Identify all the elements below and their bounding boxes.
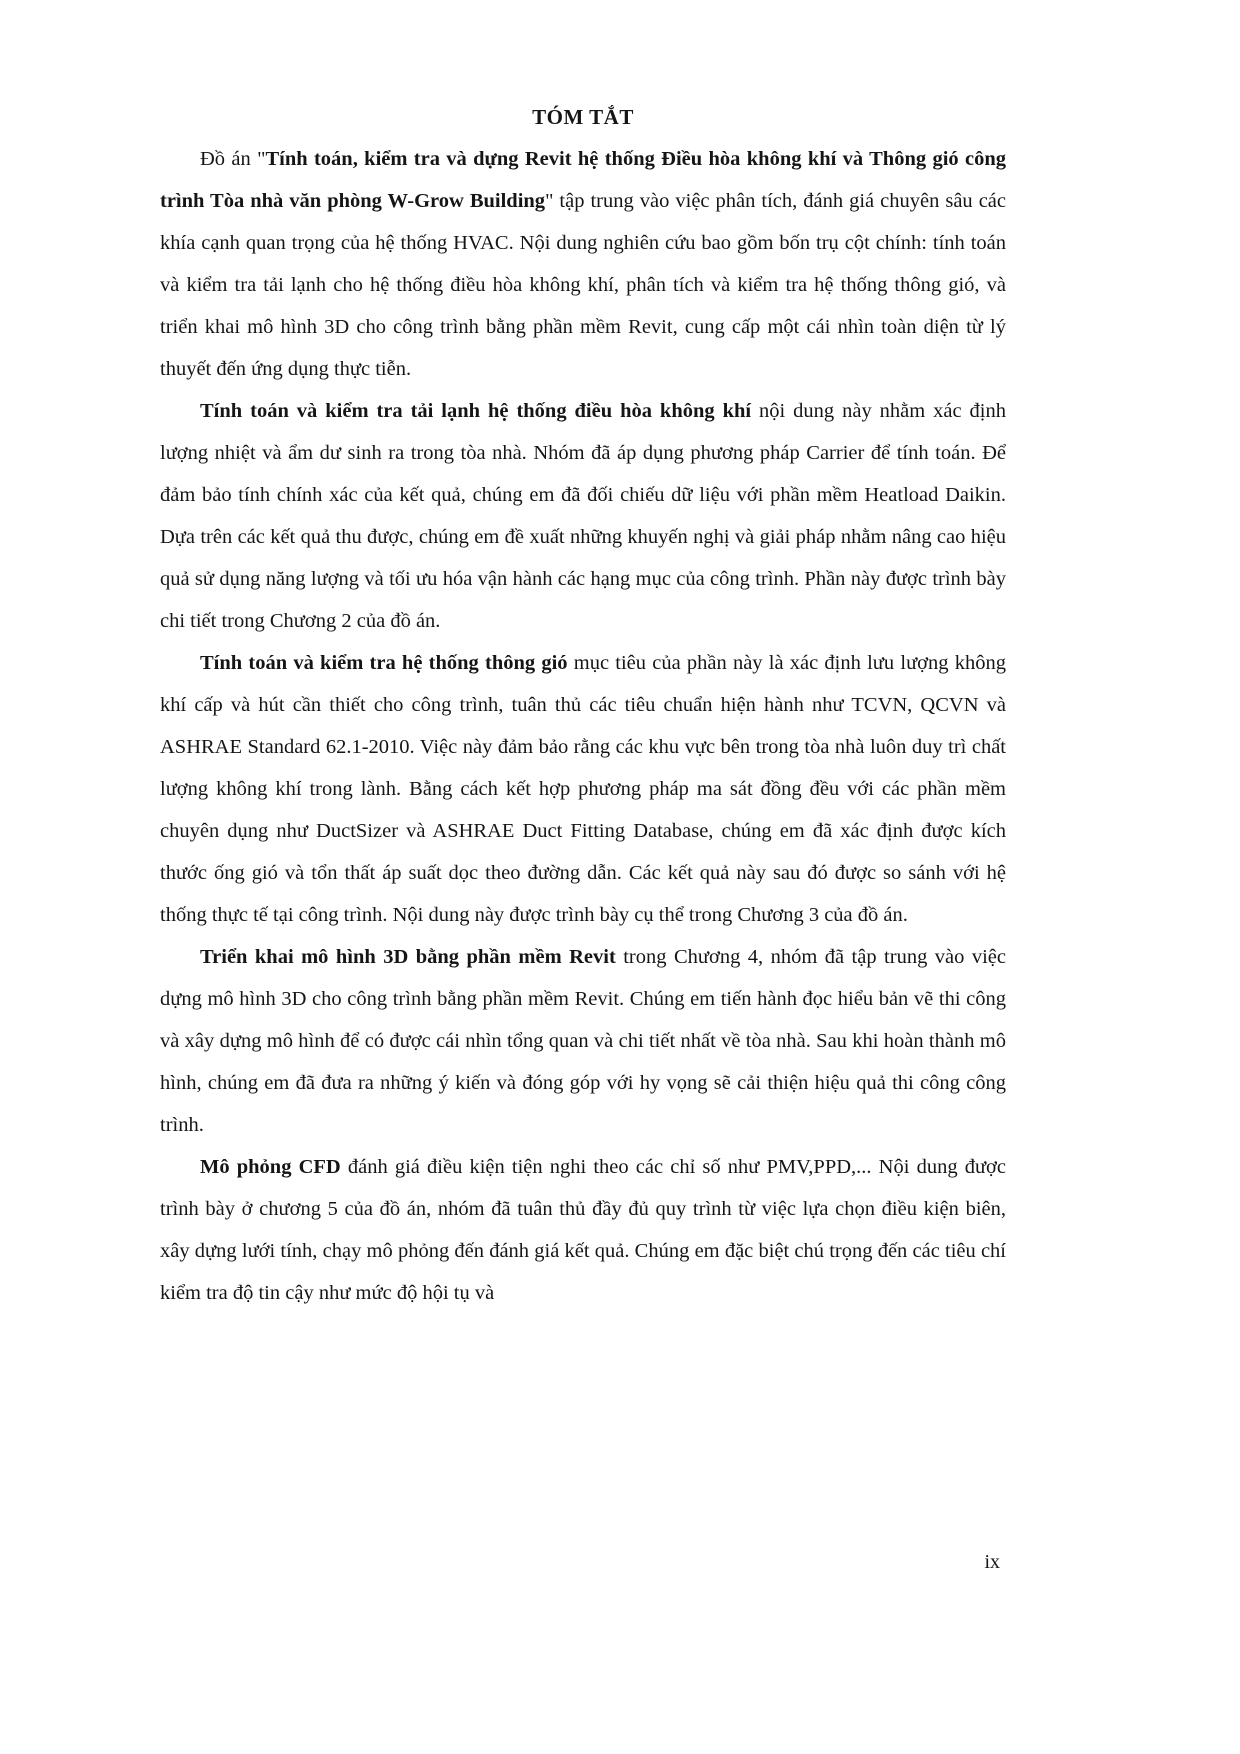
paragraph-text: mục tiêu của phần này là xác định lưu lượng không khí cấp và hút cần thiết cho công trình, tuân thủ các tiêu chuẩn hiện hành như TCVN, QCVN và ASHRAE Standard 62.1-2010. Việc này đảm bảo rằng các khu vực bên trong tòa nhà luôn duy trì chất lượng không khí trong lành. Bằng cách kết hợp phương pháp ma sát đồng đều với các phần mềm chuyên dụng như DuctSizer và ASHRAE Duct Fitting Database, chúng em đã xác định được kích thước ống gió và tổn thất áp suất dọc theo đường dẫn. Các kết quả này sau đó được so sánh với hệ thống thực tế tại công trình. Nội dung này được trình bày cụ thể trong Chương 3 của đồ án. <box>160 652 1006 926</box>
thesis-title-bold-text: Tính toán, kiểm tra và dựng Revit hệ thống Điều hòa không khí và Thông gió công trình Tòa nhà văn phòng W-Grow Building <box>160 148 1006 212</box>
section-lead-bold-text: Mô phỏng CFD <box>200 1156 341 1178</box>
paragraph-text: " tập trung vào việc phân tích, đánh giá chuyên sâu các khía cạnh quan trọng của hệ thống HVAC. Nội dung nghiên cứu bao gồm bốn trụ cột chính: tính toán và kiểm tra tải lạnh cho hệ thống điều hòa không khí, phân tích và kiểm tra hệ thống thông gió, và triển khai mô hình 3D cho công trình bằng phần mềm Revit, cung cấp một cái nhìn toàn diện từ lý thuyết đến ứng dụng thực tiễn. <box>160 190 1006 380</box>
paragraph-overview <box>160 138 1006 390</box>
paragraph-text: Đồ án " <box>200 148 266 170</box>
page-title: TÓM TẮT <box>532 105 634 129</box>
section-lead-bold-text: Tính toán và kiểm tra hệ thống thông gió <box>200 652 568 674</box>
section-lead-bold-text: Tính toán và kiểm tra tải lạnh hệ thống điều hòa không khí <box>200 400 752 422</box>
paragraph-text: trong Chương 4, nhóm đã tập trung vào việc dựng mô hình 3D cho công trình bằng phần mềm Revit. Chúng em tiến hành đọc hiểu bản vẽ thi công và xây dựng mô hình để có được cái nhìn tổng quan và chi tiết nhất về tòa nhà. Sau khi hoàn thành mô hình, chúng em đã đưa ra những ý kiến và đóng góp với hy vọng sẽ cải thiện hiệu quả thi công công trình. <box>160 946 1006 1136</box>
paragraph-revit-3d <box>160 936 1006 1146</box>
paragraph-text: đánh giá điều kiện tiện nghi theo các chỉ số như PMV,PPD,... Nội dung được trình bày ở chương 5 của đồ án, nhóm đã tuân thủ đầy đủ quy trình từ việc lựa chọn điều kiện biên, xây dựng lưới tính, chạy mô phỏng đến đánh giá kết quả. Chúng em đặc biệt chú trọng đến các tiêu chí kiểm tra độ tin cậy như mức độ hội tụ và <box>160 1156 1007 1304</box>
paragraph-ventilation <box>160 642 1006 936</box>
paragraph-text: nội dung này nhằm xác định lượng nhiệt và ẩm dư sinh ra trong tòa nhà. Nhóm đã áp dụng phương pháp Carrier để tính toán. Để đảm bảo tính chính xác của kết quả, chúng em đã đối chiếu dữ liệu với phần mềm Heatload Daikin. Dựa trên các kết quả thu được, chúng em đề xuất những khuyến nghị và giải pháp nhằm nâng cao hiệu quả sử dụng năng lượng và tối ưu hóa vận hành các hạng mục của công trình. Phần này được trình bày chi tiết trong Chương 2 của đồ án. <box>160 400 1006 632</box>
section-lead-bold-text: Triển khai mô hình 3D bằng phần mềm Revit <box>200 946 616 968</box>
page-number: ix <box>984 1551 1000 1573</box>
paragraph-cooling-load <box>160 390 1006 642</box>
paragraph-cfd <box>160 1146 1006 1314</box>
